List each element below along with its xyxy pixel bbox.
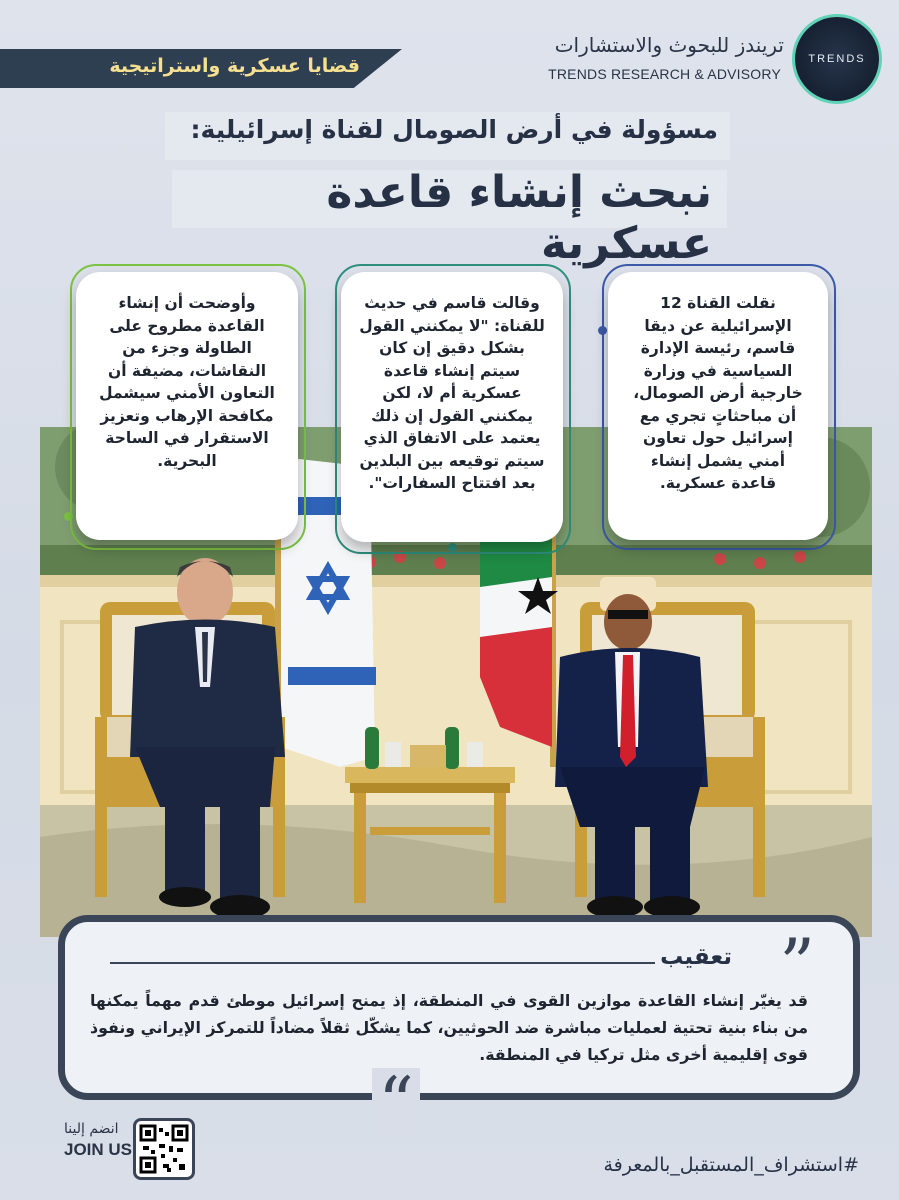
card-dot-right bbox=[598, 326, 607, 335]
join-label-english: JOIN US bbox=[64, 1140, 133, 1159]
join-label-arabic: انضم إلينا bbox=[64, 1121, 119, 1137]
card-dot-left bbox=[64, 512, 73, 521]
qr-code[interactable] bbox=[133, 1118, 195, 1180]
brand-name-english: TRENDS RESEARCH & ADVISORY bbox=[548, 66, 781, 82]
quote-card-middle-text: وقالت قاسم في حديث للقناة: "لا يمكنني القول بشكل دقيق إن كان سيتم إنشاء قاعدة عسكرية أم لا، لكن يمكنني القول إن ذلك يعتمد على الاتفاق الذي سيتم توقيعه بين البلدين بعد افتتاح السفارات". bbox=[359, 294, 545, 492]
brand-name-arabic: تريندز للبحوث والاستشارات bbox=[554, 33, 784, 57]
comment-divider bbox=[110, 962, 655, 964]
headline-line1: مسؤولة في أرض الصومال لقناة إسرائيلية: bbox=[190, 115, 718, 144]
headline-line2: نبحث إنشاء قاعدة عسكرية bbox=[326, 167, 712, 269]
quote-card-middle bbox=[341, 272, 563, 542]
category-label: قضايا عسكرية واستراتيجية bbox=[109, 55, 360, 77]
quote-card-right bbox=[608, 272, 828, 540]
close-quote-icon: “ bbox=[372, 1068, 420, 1138]
card-dot-middle bbox=[448, 543, 457, 552]
brand-logo-text: TRENDS bbox=[808, 53, 866, 65]
open-quote-icon: ” bbox=[779, 924, 815, 1006]
quote-card-left bbox=[76, 272, 298, 540]
hashtag: #استشراف_المستقبل_بالمعرفة bbox=[603, 1154, 859, 1176]
brand-logo bbox=[795, 17, 879, 101]
quote-card-right-text: نقلت القناة 12 الإسرائيلية عن ديقا قاسم، رئيسة الإدارة السياسية في وزارة خارجية أرض الصومال، أن مباحثاتٍ تجري مع إسرائيل حول تعاون أمني يشمل إنشاء قاعدة عسكرية. bbox=[633, 294, 803, 492]
comment-text: قد يغيّر إنشاء القاعدة موازين القوى في المنطقة، إذ يمنح إسرائيل موطئ قدم مهماً يمكنها من بناء بنية تحتية لعمليات مباشرة ضد الحوثيين، كما يشكّل ثقلاً مضاداً للتمركز الإيراني ونفوذ قوى إقليمية أخرى مثل تركيا في المنطقة. bbox=[90, 991, 808, 1064]
comment-title: تعقيب bbox=[660, 944, 732, 970]
quote-card-left-text: وأوضحت أن إنشاء القاعدة مطروح على الطاولة وجزء من النقاشات، مضيفة أن التعاون الأمني سيشمل مكافحة الإرهاب وتعزيز الاستقرار في الساحة البحرية. bbox=[99, 294, 275, 470]
